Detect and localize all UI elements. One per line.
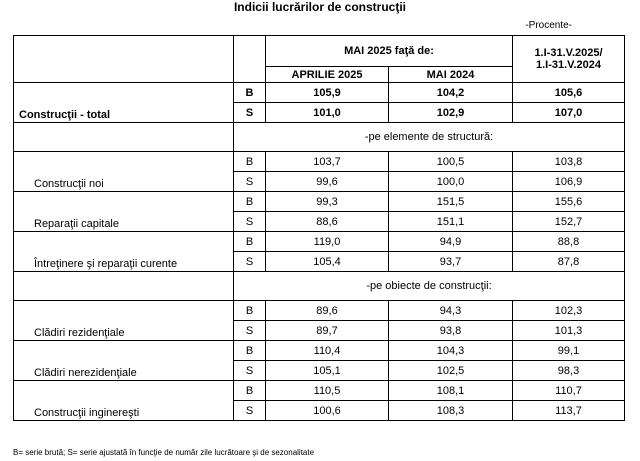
value-cell: 101,3 [513,321,625,341]
unit-label: -Procente- [525,20,572,31]
value-cell: 93,7 [389,252,513,272]
header-cumulative-line1: 1.I-31.V.2025/ [534,47,603,59]
value-cell: 107,0 [513,103,625,123]
header-type-cell [234,36,266,83]
series-type: S [234,212,266,232]
row-label: Clădiri rezidenţiale [14,301,234,341]
series-type: S [234,321,266,341]
row-label: Clădiri nerezidenţiale [14,341,234,381]
value-cell: 110,4 [266,341,389,361]
table-row [14,152,625,172]
value-cell: 100,5 [389,152,513,172]
series-type: S [234,172,266,192]
value-cell: 103,7 [266,152,389,172]
value-cell: 99,3 [266,192,389,212]
row-label: Construcţii inginereşti [14,381,234,421]
series-type: B [234,341,266,361]
value-cell: 104,2 [389,83,513,103]
value-cell: 155,6 [513,192,625,212]
value-cell: 99,1 [513,341,625,361]
value-cell: 102,5 [389,361,513,381]
value-cell: 88,8 [513,232,625,252]
header-col-april: APRILIE 2025 [266,67,389,83]
header-empty-cell [14,36,234,83]
row-label-total: Construcţii - total [14,83,234,123]
section-label-structure: -pe elemente de structură: [234,123,625,152]
table-row [14,83,625,103]
value-cell: 102,3 [513,301,625,321]
value-cell: 89,7 [266,321,389,341]
value-cell: 105,1 [266,361,389,381]
table-row [14,232,625,252]
section-empty-cell [14,123,234,152]
value-cell: 103,8 [513,152,625,172]
footnote: B= serie brută; S= serie ajustată în funcţie de număr zile lucrătoare şi de sezonalitate [13,448,315,457]
value-cell: 113,7 [513,401,625,421]
value-cell: 105,6 [513,83,625,103]
series-type: B [234,232,266,252]
section-header-row [14,123,625,152]
section-header-row [14,272,625,301]
value-cell: 94,3 [389,301,513,321]
value-cell: 89,6 [266,301,389,321]
construction-index-table [13,35,625,421]
row-label: Reparaţii capitale [14,192,234,232]
series-type: B [234,301,266,321]
series-type: B [234,83,266,103]
value-cell: 151,5 [389,192,513,212]
series-type: S [234,401,266,421]
series-type: B [234,381,266,401]
header-cumulative [513,36,625,83]
section-label-objects: -pe obiecte de construcţii: [234,272,625,301]
value-cell: 88,6 [266,212,389,232]
section-empty-cell [14,272,234,301]
table-row [14,301,625,321]
value-cell: 108,1 [389,381,513,401]
table-row [14,381,625,401]
value-cell: 102,9 [389,103,513,123]
header-row-1 [14,36,625,67]
value-cell: 94,9 [389,232,513,252]
value-cell: 87,8 [513,252,625,272]
value-cell: 105,9 [266,83,389,103]
series-type: S [234,252,266,272]
row-label: Construcţii noi [14,152,234,192]
value-cell: 110,5 [266,381,389,401]
series-type: S [234,103,266,123]
value-cell: 108,3 [389,401,513,421]
header-col-may: MAI 2024 [389,67,513,83]
row-label: Întreţinere şi reparaţii curente [14,232,234,272]
value-cell: 101,0 [266,103,389,123]
series-type: B [234,152,266,172]
value-cell: 151,1 [389,212,513,232]
value-cell: 105,4 [266,252,389,272]
table-row [14,341,625,361]
series-type: S [234,361,266,381]
value-cell: 99,6 [266,172,389,192]
value-cell: 104,3 [389,341,513,361]
header-group: MAI 2025 faţă de: [266,36,513,67]
document-title: Indicii lucrărilor de construcţii [233,0,407,14]
value-cell: 98,3 [513,361,625,381]
value-cell: 152,7 [513,212,625,232]
value-cell: 100,0 [389,172,513,192]
value-cell: 93,8 [389,321,513,341]
value-cell: 106,9 [513,172,625,192]
value-cell: 119,0 [266,232,389,252]
value-cell: 100,6 [266,401,389,421]
header-cumulative-line2: 1.I-31.V.2024 [535,59,602,71]
series-type: B [234,192,266,212]
value-cell: 110,7 [513,381,625,401]
table-row [14,192,625,212]
